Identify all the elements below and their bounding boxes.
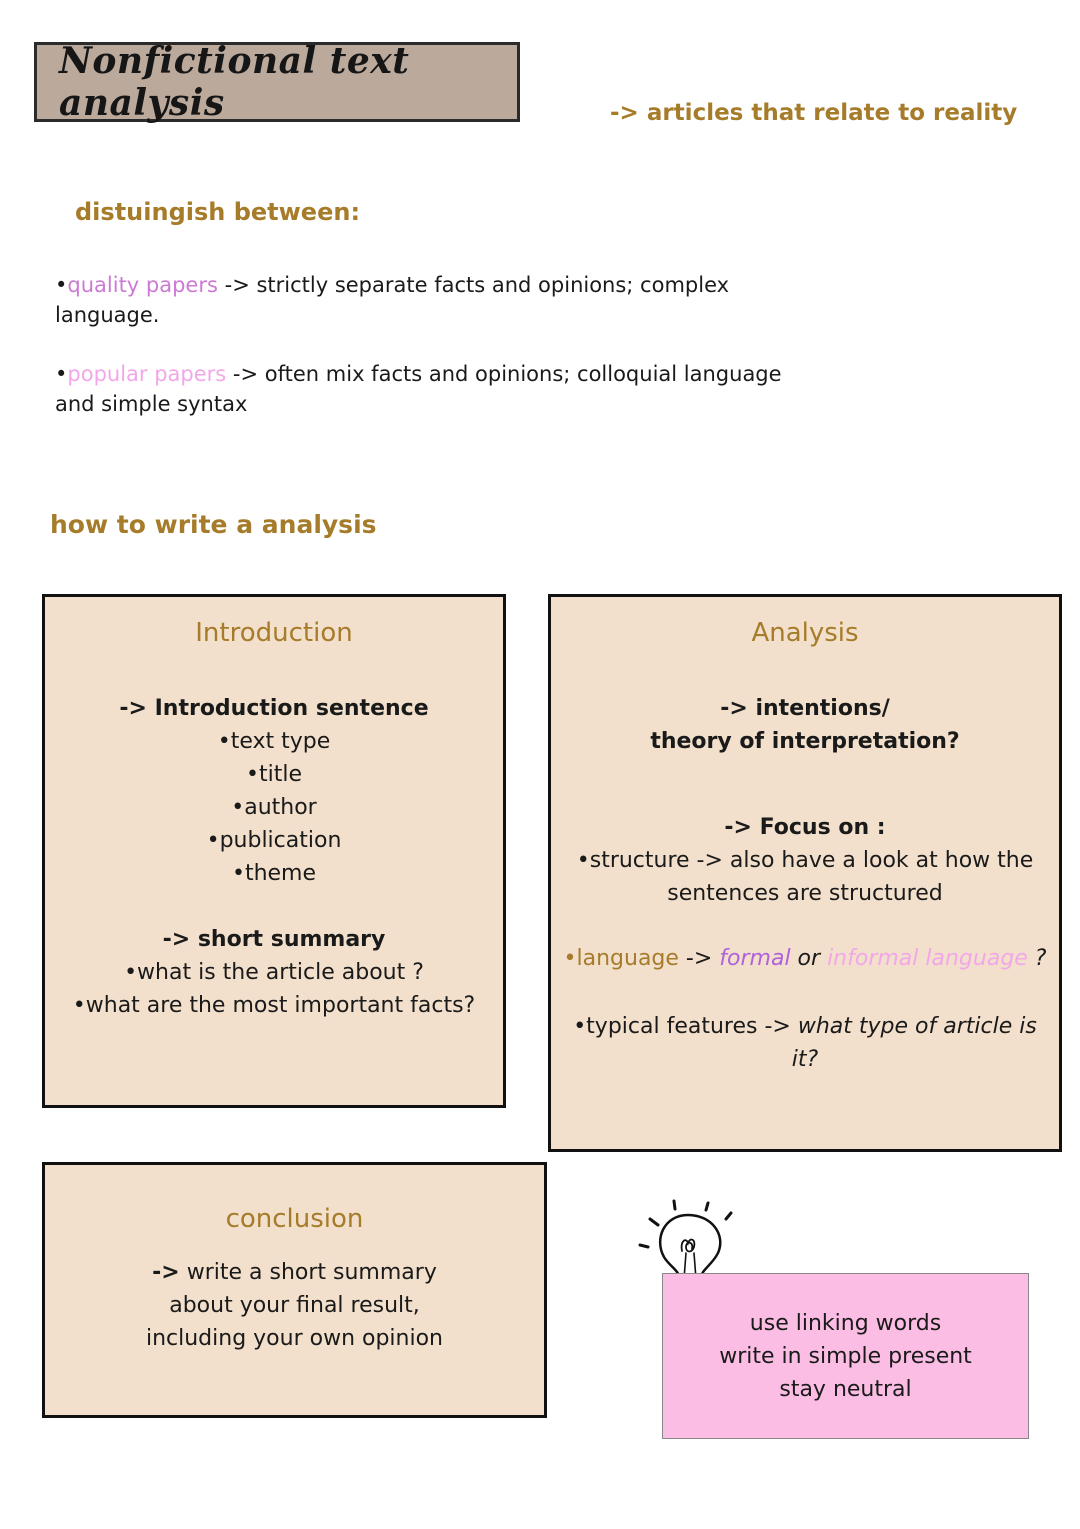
quality-papers-desc-line1: -> strictly separate facts and opinions; complex <box>217 273 730 297</box>
short-summary-heading: -> short summary <box>162 927 386 952</box>
popular-papers-item <box>55 359 815 419</box>
conclusion-arrow: -> <box>152 1260 180 1285</box>
introduction-item: •theme <box>231 861 317 886</box>
conclusion-title: conclusion <box>225 1204 364 1234</box>
bullet: • <box>55 362 68 386</box>
conclusion-line2: about your final result, <box>169 1293 420 1318</box>
features-line1 <box>551 1010 1059 1043</box>
language-formal: formal <box>719 946 791 971</box>
introduction-item: •title <box>246 762 302 787</box>
tip-item: stay neutral <box>779 1376 912 1402</box>
bullet: • <box>55 273 68 297</box>
features-question1: what type of article is <box>797 1014 1037 1039</box>
conclusion-card <box>42 1162 547 1418</box>
language-informal: informal language <box>827 946 1028 971</box>
introduction-card <box>42 594 506 1108</box>
focus-heading: -> Focus on : <box>724 815 886 840</box>
tip-item: use linking words <box>749 1310 942 1336</box>
analysis-card <box>548 594 1062 1152</box>
quality-papers-desc-line2: language. <box>55 303 160 327</box>
intentions-line1: -> intentions/ <box>720 696 890 721</box>
language-line <box>551 942 1059 975</box>
quality-papers-term: quality papers <box>67 273 218 297</box>
popular-papers-desc-line1: -> often mix facts and opinions; colloquial language <box>226 362 782 386</box>
popular-papers-term: popular papers <box>67 362 227 386</box>
subtitle-note: -> articles that relate to reality <box>610 100 1018 126</box>
introduction-title: Introduction <box>195 618 353 648</box>
conclusion-line3: including your own opinion <box>145 1326 444 1351</box>
summary-question: •what are the most important facts? <box>72 993 476 1018</box>
tip-item: write in simple present <box>719 1343 972 1369</box>
summary-question: •what is the article about ? <box>124 960 424 985</box>
page-title: Nonfictional text analysis <box>59 40 410 124</box>
introduction-item: •author <box>231 795 317 820</box>
language-arrow: -> <box>678 946 720 971</box>
title-box <box>34 42 520 122</box>
how-to-heading: how to write a analysis <box>50 510 377 539</box>
intentions-line2: theory of interpretation? <box>650 729 960 754</box>
introduction-sentence-heading: -> Introduction sentence <box>119 696 429 721</box>
conclusion-text1: write a short summary <box>179 1260 437 1285</box>
introduction-item: •publication <box>206 828 342 853</box>
quality-papers-item <box>55 270 815 330</box>
distinguish-heading: distuingish between: <box>75 198 361 226</box>
features-question2: it? <box>791 1047 819 1072</box>
language-question: ? <box>1027 946 1047 971</box>
structure-line2: sentences are structured <box>667 881 943 906</box>
conclusion-line1 <box>45 1256 544 1289</box>
language-or: or <box>790 946 828 971</box>
analysis-title: Analysis <box>751 618 859 648</box>
popular-papers-desc-line2: and simple syntax <box>55 392 248 416</box>
tips-box <box>662 1273 1029 1439</box>
language-term: •language <box>563 946 679 971</box>
structure-line1: •structure -> also have a look at how the <box>576 848 1034 873</box>
features-lead: •typical features -> <box>573 1014 798 1039</box>
introduction-item: •text type <box>217 729 331 754</box>
